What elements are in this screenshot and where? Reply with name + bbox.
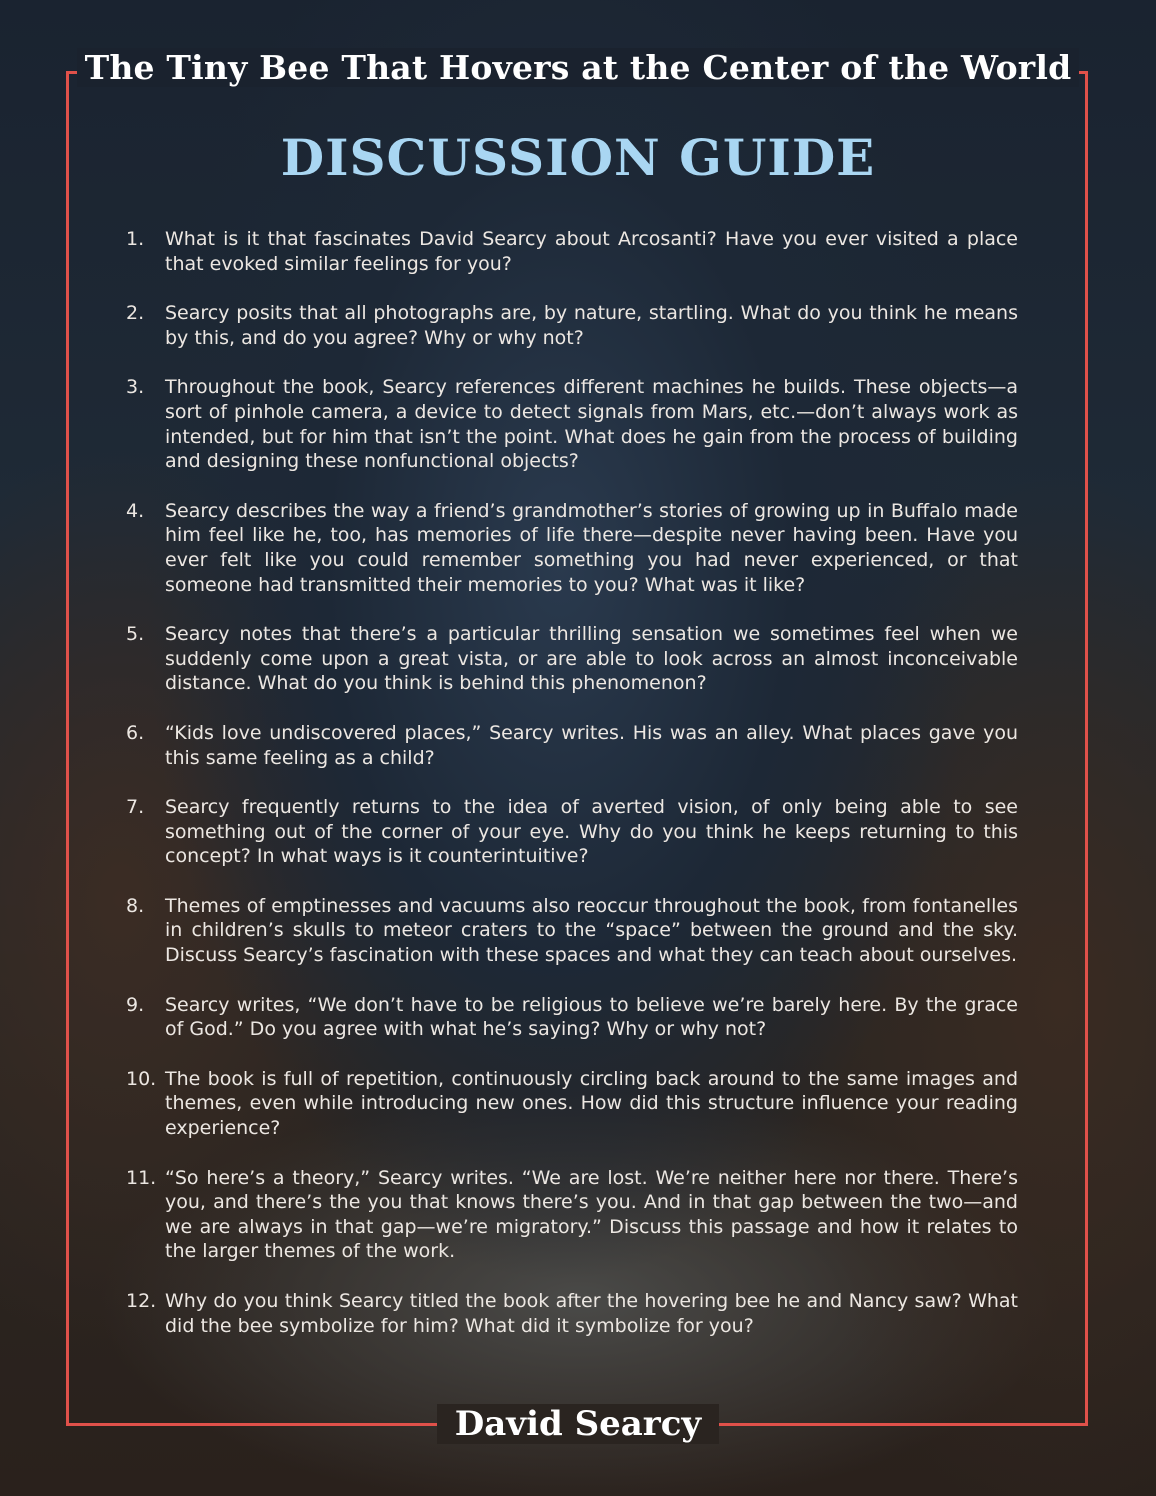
question-text: Searcy notes that there’s a particular thrilling sensation we sometimes feel when we suddenly come upon a great vista, or are able to look across an almost inconceivable distance. What do you think is behind this phenomenon? bbox=[165, 623, 1018, 695]
author-name: David Searcy bbox=[437, 1404, 719, 1444]
question-number: 2. bbox=[126, 302, 145, 325]
discussion-guide-heading: DISCUSSION GUIDE bbox=[280, 128, 876, 187]
question-list bbox=[126, 227, 1018, 1363]
book-title-bar bbox=[0, 48, 1156, 87]
question-number: 1. bbox=[126, 228, 145, 250]
question-text: “Kids love undiscovered places,” Searcy writes. His was an alley. What places gave you this same feeling as a child? bbox=[165, 721, 1018, 769]
question-text: Searcy posits that all photographs are, by nature, startling. What do you think he means by this, and do you agree? Why or why not? bbox=[165, 302, 1018, 349]
question-number: 3. bbox=[126, 376, 145, 399]
question-text: Searcy describes the way a friend’s grandmother’s stories of growing up in Buffalo made him feel like he, too, has memories of life there—despite never having been. Have you ever felt like you could remember something you had never experienced, or that someone had transmitted their memories to you? What was it like? bbox=[165, 499, 1018, 596]
question-item bbox=[126, 301, 1018, 350]
author-bar bbox=[0, 1404, 1156, 1444]
question-number: 10. bbox=[126, 1067, 157, 1090]
question-text: Searcy writes, “We don’t have to be religious to believe we’re barely here. By the grace of God.” Do you agree with what he’s saying? Why or why not? bbox=[165, 993, 1018, 1041]
question-item bbox=[126, 499, 1018, 597]
question-text: Throughout the book, Searcy references different machines he builds. These objects—a sort of pinhole camera, a device to detect signals from Mars, etc.—don’t always work as intended, but for him that isn’t the point. What does he gain from the process of building and designing these nonfunctional objects? bbox=[165, 376, 1018, 473]
question-item bbox=[126, 721, 1018, 770]
question-number: 5. bbox=[126, 623, 145, 646]
question-text: “So here’s a theory,” Searcy writes. “We are lost. We’re neither here nor there. There’s you, and there’s the you that knows there’s you. And in that gap between the two—and we are always in that gap—we’re migratory.” Discuss this passage and how it relates to the larger themes of the work. bbox=[165, 1166, 1018, 1263]
question-number: 9. bbox=[126, 993, 145, 1016]
question-text: What is it that fascinates David Searcy about Arcosanti? Have you ever visited a place that evoked similar feelings for you? bbox=[165, 228, 1018, 275]
question-item bbox=[126, 1289, 1018, 1338]
question-number: 6. bbox=[126, 721, 145, 744]
question-item bbox=[126, 1067, 1018, 1141]
question-item bbox=[126, 227, 1018, 276]
question-item bbox=[126, 894, 1018, 968]
question-text: Searcy frequently returns to the idea of averted vision, of only being able to see something out of the corner of your eye. Why do you think he keeps returning to this concept? In what ways is it counterintuitive? bbox=[165, 796, 1018, 868]
question-item bbox=[126, 993, 1018, 1042]
question-number: 8. bbox=[126, 894, 145, 917]
question-number: 4. bbox=[126, 499, 145, 522]
question-text: Themes of emptinesses and vacuums also reoccur throughout the book, from fontanelles in children’s skulls to meteor craters to the “space” between the ground and the sky. Discuss Searcy’s fascination with these spaces and what they can teach about ourselves. bbox=[165, 894, 1018, 967]
question-number: 11. bbox=[126, 1166, 157, 1189]
question-item bbox=[126, 375, 1018, 473]
question-item bbox=[126, 795, 1018, 869]
book-title: The Tiny Bee That Hovers at the Center of the World bbox=[77, 48, 1080, 87]
question-text: The book is full of repetition, continuously circling back around to the same images and themes, even while introducing new ones. How did this structure influence your reading experience? bbox=[165, 1067, 1018, 1140]
question-number: 7. bbox=[126, 796, 145, 819]
question-text: Why do you think Searcy titled the book after the hovering bee he and Nancy saw? What did the bee symbolize for him? What did it symbolize for you? bbox=[165, 1290, 1018, 1337]
question-item bbox=[126, 622, 1018, 696]
question-number: 12. bbox=[126, 1290, 157, 1312]
question-item bbox=[126, 1166, 1018, 1264]
